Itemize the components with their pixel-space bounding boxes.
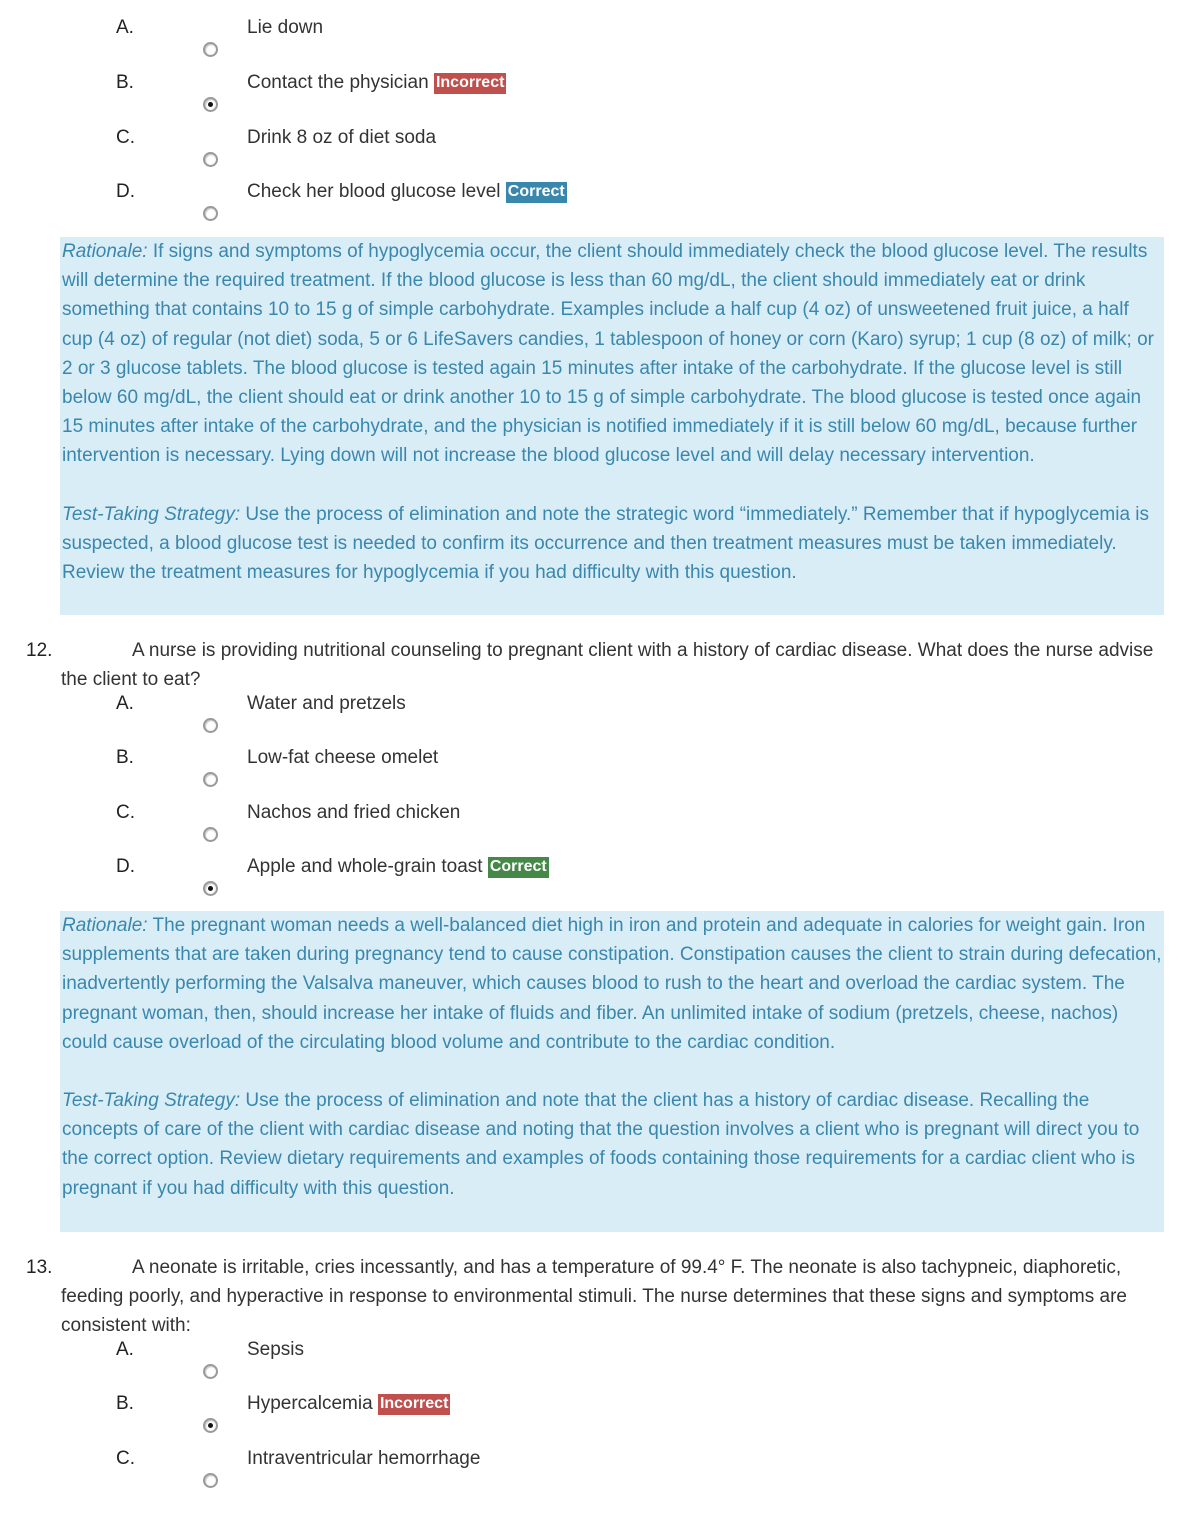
q12-option-c — [0, 802, 1190, 857]
option-text: Water and pretzels — [247, 693, 406, 714]
q12-option-d — [0, 856, 1190, 911]
q12-rationale-box — [60, 911, 1164, 1232]
option-letter: A. — [116, 693, 134, 714]
q11-rationale-box — [60, 237, 1164, 615]
option-text-wrap — [247, 181, 567, 203]
rationale-paragraph — [62, 237, 1162, 471]
option-letter: B. — [116, 1393, 134, 1414]
question-13 — [26, 1253, 1161, 1340]
q11-option-a — [0, 17, 1190, 72]
incorrect-badge: Incorrect — [434, 73, 506, 94]
question-12 — [26, 636, 1161, 694]
radio-button-selected[interactable] — [203, 1418, 218, 1433]
option-text-wrap — [247, 1393, 450, 1415]
question-text: A nurse is providing nutritional counseling to pregnant client with a history of cardiac disease. What does the nurse advise the client to eat? — [61, 640, 1154, 690]
radio-button[interactable] — [203, 1473, 218, 1488]
radio-button[interactable] — [203, 42, 218, 57]
radio-button[interactable] — [203, 152, 218, 167]
option-text: Contact the physician — [247, 72, 429, 93]
radio-button[interactable] — [203, 772, 218, 787]
option-text: Check her blood glucose level — [247, 181, 501, 202]
radio-button[interactable] — [203, 827, 218, 842]
q11-option-d — [0, 181, 1190, 236]
radio-button-selected[interactable] — [203, 881, 218, 896]
question-number: 12. — [26, 640, 53, 661]
radio-button-selected[interactable] — [203, 97, 218, 112]
q11-option-c — [0, 127, 1190, 182]
incorrect-badge: Incorrect — [378, 1394, 450, 1415]
strategy-paragraph — [62, 1086, 1162, 1203]
rationale-text: If signs and symptoms of hypoglycemia occur, the client should immediately check the blood glucose level. The results will determine the required treatment. If the blood glucose is less than 60 mg/dL, the client should immediately eat or drink something that contains 10 to 15 g of simple carbohydrate. Examples include a half cup (4 oz) of unsweetened fruit juice, a half cup (4 oz) of regular (not diet) soda, 5 or 6 LifeSavers candies, 1 tablespoon of honey or corn (Karo) syrup; 1 cup (8 oz) of milk; or 2 or 3 glucose tablets. The blood glucose is tested again 15 minutes after intake of the carbohydrate. If the glucose level is still below 60 mg/dL, the client should eat or drink another 10 to 15 g of simple carbohydrate. The blood glucose is tested once again 15 minutes after intake of the carbohydrate, and the physician is notified immediately if it is still below 60 mg/dL, because further intervention is necessary. Lying down will not increase the blood glucose level and will delay necessary intervention. — [62, 241, 1154, 467]
q12-option-a — [0, 693, 1190, 748]
option-letter: C. — [116, 127, 135, 148]
strategy-text: Use the process of elimination and note that the client has a history of cardiac disease. Recalling the concepts of care of the client with cardiac disease and noting that the question involves a client who is pregnant will direct you to the correct option. Review dietary requirements and examples of foods containing those requirements for a cardiac client who is pregnant if you had difficulty with this question. — [62, 1090, 1140, 1199]
option-letter: B. — [116, 72, 134, 93]
option-letter: D. — [116, 181, 135, 202]
correct-badge: Correct — [488, 857, 549, 878]
strategy-label: Test-Taking Strategy: — [62, 503, 241, 525]
q12-option-b — [0, 747, 1190, 802]
strategy-label: Test-Taking Strategy: — [62, 1090, 241, 1112]
strategy-text: Use the process of elimination and note the strategic word “immediately.” Remember that if hypoglycemia is suspected, a blood glucose test is needed to confirm its occurrence and then treatment measures must be taken immediately. Review the treatment measures for hypoglycemia if you had difficulty with this question. — [62, 503, 1150, 584]
option-text: Nachos and fried chicken — [247, 802, 461, 823]
strategy-paragraph — [62, 500, 1162, 588]
option-text: Sepsis — [247, 1339, 305, 1360]
q13-option-a — [0, 1339, 1190, 1394]
option-text: Intraventricular hemorrhage — [247, 1448, 481, 1469]
option-letter: A. — [116, 17, 134, 38]
radio-button[interactable] — [203, 1364, 218, 1379]
option-text-wrap — [247, 856, 549, 878]
option-letter: C. — [116, 1448, 135, 1469]
q13-option-b — [0, 1393, 1190, 1448]
correct-badge: Correct — [506, 182, 567, 203]
option-text: Low-fat cheese omelet — [247, 747, 439, 768]
option-letter: B. — [116, 747, 134, 768]
question-text: A neonate is irritable, cries incessantly, and has a temperature of 99.4° F. The neonate is also tachypneic, diaphoretic, feeding poorly, and hyperactive in response to environmental stimuli. The nurse determines that these signs and symptoms are consistent with: — [61, 1257, 1127, 1336]
option-text: Apple and whole-grain toast — [247, 856, 483, 877]
radio-button[interactable] — [203, 718, 218, 733]
q11-option-b — [0, 72, 1190, 127]
option-letter: C. — [116, 802, 135, 823]
rationale-label: Rationale: — [62, 241, 148, 262]
option-letter: A. — [116, 1339, 134, 1360]
rationale-text: The pregnant woman needs a well-balanced diet high in iron and protein and adequate in calories for weight gain. Iron supplements that are taken during pregnancy tend to cause constipation. Constipation causes the client to strain during defecation, inadvertently performing the Valsalva maneuver, which causes blood to rush to the heart and overload the cardiac system. The pregnant woman, then, should increase her intake of fluids and fiber. An unlimited intake of sodium (pretzels, cheese, nachos) could cause overload of the circulating blood volume and contribute to the cardiac condition. — [62, 915, 1162, 1053]
option-text: Lie down — [247, 17, 324, 38]
option-text: Hypercalcemia — [247, 1393, 373, 1414]
rationale-paragraph — [62, 911, 1162, 1057]
option-letter: D. — [116, 856, 135, 877]
option-text-wrap — [247, 72, 506, 94]
rationale-label: Rationale: — [62, 915, 148, 936]
option-text: Drink 8 oz of diet soda — [247, 127, 437, 148]
radio-button[interactable] — [203, 206, 218, 221]
question-number: 13. — [26, 1257, 53, 1278]
q13-option-c — [0, 1448, 1190, 1503]
